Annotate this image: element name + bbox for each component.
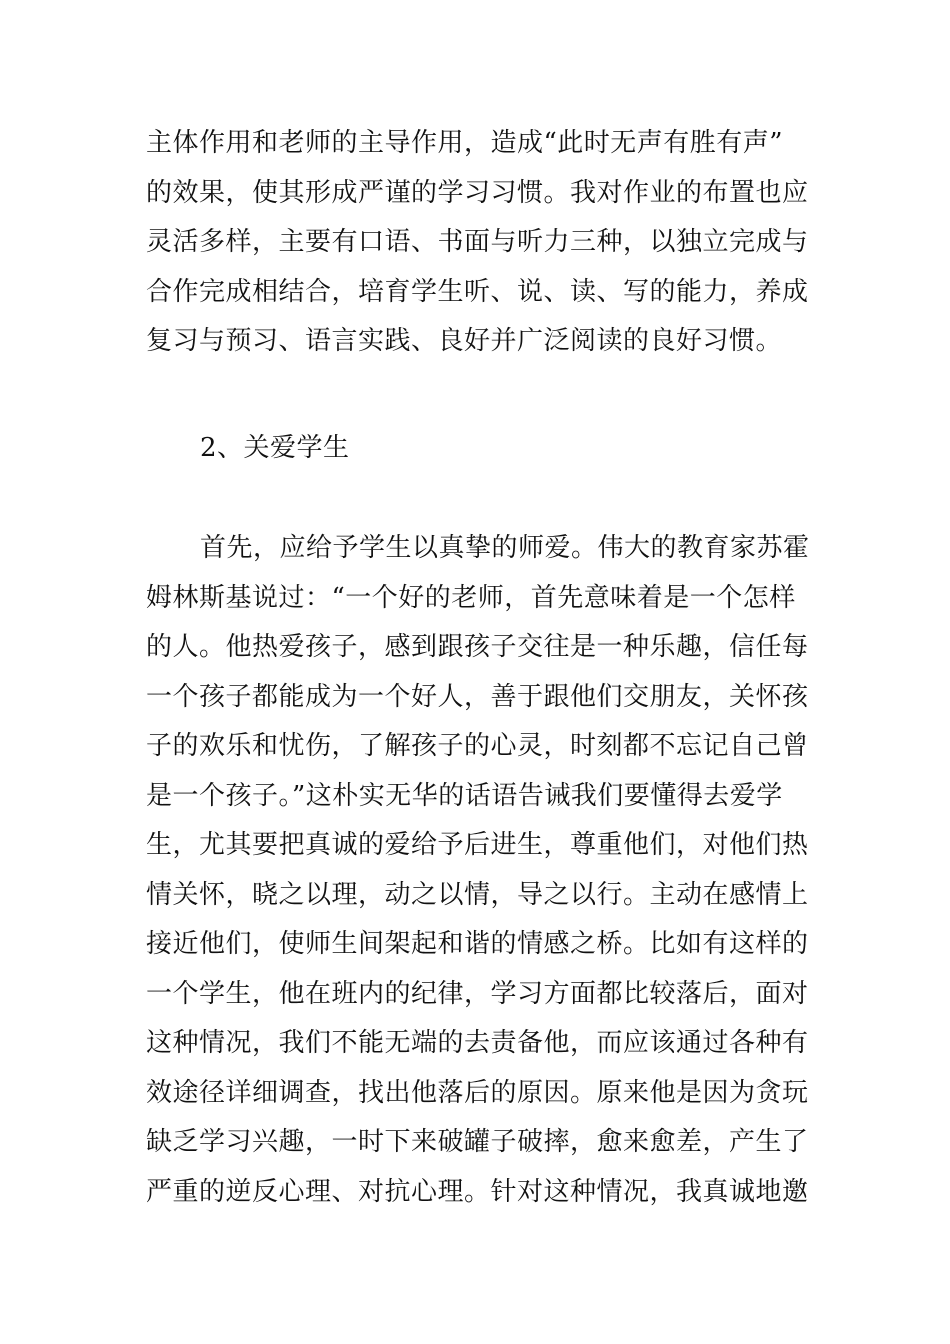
text-line: 姆林斯基说过：“一个好的老师，首先意味着是一个怎样 <box>146 582 796 613</box>
text-line: 效途径详细调查，找出他落后的原因。原来他是因为贪玩 <box>146 1077 809 1108</box>
text-line: 接近他们，使师生间架起和谐的情感之桥。比如有这样的 <box>146 929 809 959</box>
text-line: 生，尤其要把真诚的爱给予后进生，尊重他们，对他们热 <box>146 830 809 860</box>
paragraph-care-for-students <box>146 524 810 1217</box>
text-line: 子的欢乐和忧伤，了解孩子的心灵，时刻都不忘记自己曾 <box>146 731 809 761</box>
text-line: 主体作用和老师的主导作用，造成“此时无声有胜有声” <box>146 128 784 158</box>
section-heading-block <box>146 424 810 474</box>
text-line: 缺乏学习兴趣，一时下来破罐子破摔，愈来愈差，产生了 <box>146 1127 809 1157</box>
text-line: 的效果，使其形成严谨的学习习惯。我对作业的布置也应 <box>146 177 809 208</box>
text-line: 一个孩子都能成为一个好人，善于跟他们交朋友，关怀孩 <box>146 681 809 712</box>
text-line: 一个学生，他在班内的纪律，学习方面都比较落后，面对 <box>146 978 809 1009</box>
section-heading: 2、关爱学生 <box>200 433 350 463</box>
text-line: 首先，应给予学生以真挚的师爱。伟大的教育家苏霍 <box>200 533 810 563</box>
text-line: 的人。他热爱孩子，感到跟孩子交往是一种乐趣，信任每 <box>146 632 809 662</box>
paragraph-continuation <box>146 119 810 367</box>
text-line: 复习与预习、语言实践、良好并广泛阅读的良好习惯。 <box>146 326 783 356</box>
text-line: 合作完成相结合，培育学生听、说、读、写的能力，养成 <box>146 276 809 307</box>
text-line: 严重的逆反心理、对抗心理。针对这种情况，我真诚地邀 <box>146 1176 809 1207</box>
text-line: 灵活多样，主要有口语、书面与听力三种，以独立完成与 <box>146 227 809 257</box>
text-line: 这种情况，我们不能无端的去责备他，而应该通过各种有 <box>146 1028 809 1058</box>
text-line: 情关怀，晓之以理，动之以情，导之以行。主动在感情上 <box>146 879 809 910</box>
text-line: 是一个孩子。”这朴实无华的话语告诫我们要懂得去爱学 <box>146 780 783 811</box>
